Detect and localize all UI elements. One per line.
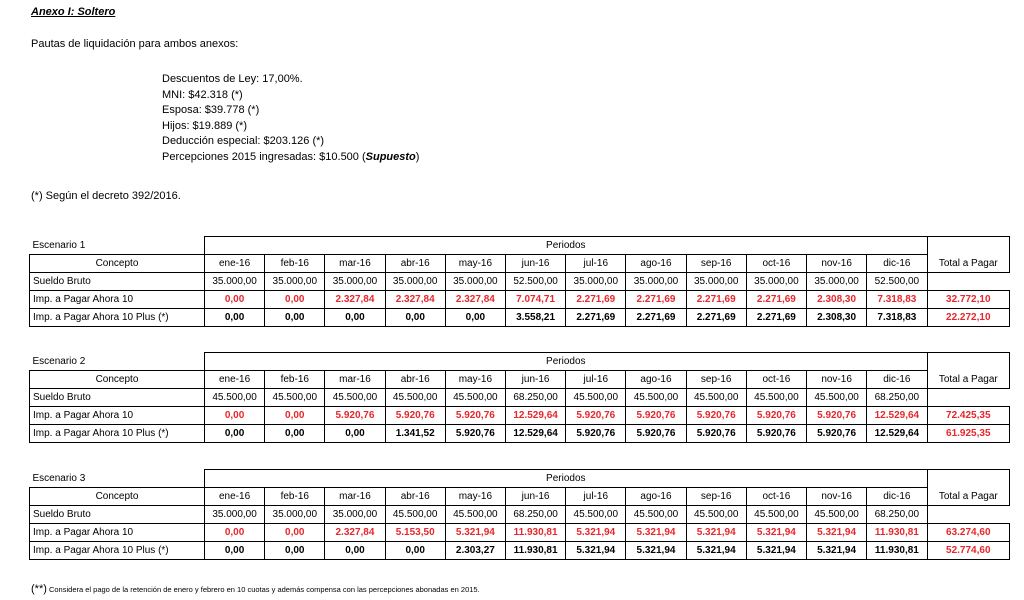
row-label: Imp. a Pagar Ahora 10 <box>30 407 205 425</box>
month-header: jun-16 <box>505 371 565 389</box>
cell-value: 52.500,00 <box>867 273 927 291</box>
cell-value: 45.500,00 <box>325 389 385 407</box>
footnote-mark: (**) <box>31 583 47 595</box>
row-total: 72.425,35 <box>927 407 1009 425</box>
cell-value: 2.308,30 <box>807 291 867 309</box>
month-header: ene-16 <box>204 488 264 506</box>
param-descuentos: Descuentos de Ley: 17,00%. <box>162 73 303 85</box>
cell-value: 35.000,00 <box>325 273 385 291</box>
month-header: sep-16 <box>686 488 746 506</box>
cell-value: 5.321,94 <box>686 542 746 560</box>
total-header: Total a Pagar <box>927 371 1009 389</box>
periods-header: Periodos <box>204 237 927 255</box>
cell-value: 0,00 <box>265 291 325 309</box>
cell-value: 5.321,94 <box>686 524 746 542</box>
cell-value: 0,00 <box>265 542 325 560</box>
table-row <box>30 524 1010 542</box>
cell-value: 12.529,64 <box>505 425 565 443</box>
cell-value: 12.529,64 <box>867 407 927 425</box>
month-header: jul-16 <box>566 488 626 506</box>
cell-value: 2.271,69 <box>626 291 686 309</box>
month-header: ago-16 <box>626 255 686 273</box>
total-header-spacer <box>927 353 1009 371</box>
month-header: feb-16 <box>265 255 325 273</box>
month-header: may-16 <box>445 255 505 273</box>
cell-value: 0,00 <box>204 407 264 425</box>
cell-value: 2.271,69 <box>686 309 746 327</box>
cell-value: 2.327,84 <box>325 524 385 542</box>
row-total: 22.272,10 <box>927 309 1009 327</box>
cell-value: 5.920,76 <box>566 425 626 443</box>
row-total: 32.772,10 <box>927 291 1009 309</box>
parameters-list <box>162 72 419 165</box>
intro-text: Pautas de liquidación para ambos anexos: <box>31 38 239 50</box>
month-header: mar-16 <box>325 371 385 389</box>
concept-header: Concepto <box>30 255 205 273</box>
cell-value: 5.920,76 <box>807 407 867 425</box>
cell-value: 5.920,76 <box>566 407 626 425</box>
month-header: oct-16 <box>746 255 806 273</box>
cell-value: 5.920,76 <box>746 407 806 425</box>
cell-value: 0,00 <box>265 425 325 443</box>
cell-value: 35.000,00 <box>385 273 445 291</box>
cell-value: 11.930,81 <box>505 542 565 560</box>
cell-value: 2.271,69 <box>746 291 806 309</box>
cell-value: 68.250,00 <box>867 506 927 524</box>
cell-value: 5.920,76 <box>686 425 746 443</box>
month-header: ago-16 <box>626 488 686 506</box>
row-label: Sueldo Bruto <box>30 506 205 524</box>
total-header: Total a Pagar <box>927 488 1009 506</box>
cell-value: 2.303,27 <box>445 542 505 560</box>
row-label: Imp. a Pagar Ahora 10 Plus (*) <box>30 542 205 560</box>
cell-value: 0,00 <box>204 425 264 443</box>
cell-value: 5.920,76 <box>385 407 445 425</box>
periods-header: Periodos <box>204 470 927 488</box>
cell-value: 0,00 <box>204 524 264 542</box>
month-header: feb-16 <box>265 488 325 506</box>
cell-value: 35.000,00 <box>445 273 505 291</box>
document-title: Anexo I: Soltero <box>31 6 116 18</box>
cell-value: 11.930,81 <box>505 524 565 542</box>
cell-value: 45.500,00 <box>204 389 264 407</box>
cell-value: 5.321,94 <box>566 542 626 560</box>
row-total: 52.774,60 <box>927 542 1009 560</box>
cell-value: 0,00 <box>204 542 264 560</box>
cell-value: 68.250,00 <box>505 389 565 407</box>
cell-value: 2.327,84 <box>445 291 505 309</box>
cell-value: 7.318,83 <box>867 309 927 327</box>
periods-header: Periodos <box>204 353 927 371</box>
cell-value: 45.500,00 <box>686 389 746 407</box>
cell-value: 35.000,00 <box>626 273 686 291</box>
month-header: dic-16 <box>867 255 927 273</box>
month-header: nov-16 <box>807 255 867 273</box>
cell-value: 7.074,71 <box>505 291 565 309</box>
cell-value: 5.321,94 <box>566 524 626 542</box>
cell-value: 52.500,00 <box>505 273 565 291</box>
month-header: abr-16 <box>385 371 445 389</box>
cell-value: 5.920,76 <box>746 425 806 443</box>
table-row <box>30 309 1010 327</box>
cell-value: 2.271,69 <box>566 291 626 309</box>
cell-value: 45.500,00 <box>385 389 445 407</box>
month-header: ago-16 <box>626 371 686 389</box>
month-header: oct-16 <box>746 371 806 389</box>
table-row <box>30 389 1010 407</box>
cell-value: 5.321,94 <box>626 524 686 542</box>
cell-value: 68.250,00 <box>867 389 927 407</box>
cell-value: 5.153,50 <box>385 524 445 542</box>
table-row <box>30 506 1010 524</box>
param-deduccion: Deducción especial: $203.126 (*) <box>162 135 325 147</box>
cell-value: 5.321,94 <box>746 524 806 542</box>
cell-value: 5.321,94 <box>626 542 686 560</box>
cell-value: 35.000,00 <box>566 273 626 291</box>
cell-value: 45.500,00 <box>265 389 325 407</box>
table-row <box>30 542 1010 560</box>
cell-value: 0,00 <box>325 309 385 327</box>
cell-value: 2.271,69 <box>686 291 746 309</box>
scenario-table <box>29 352 1010 443</box>
cell-value: 45.500,00 <box>445 506 505 524</box>
param-hijos: Hijos: $19.889 (*) <box>162 119 247 132</box>
month-header: may-16 <box>445 371 505 389</box>
decree-note: (*) Según el decreto 392/2016. <box>31 190 181 202</box>
cell-value: 5.920,76 <box>686 407 746 425</box>
month-header: may-16 <box>445 488 505 506</box>
cell-value: 45.500,00 <box>626 389 686 407</box>
month-header: oct-16 <box>746 488 806 506</box>
row-label: Imp. a Pagar Ahora 10 <box>30 524 205 542</box>
month-header: abr-16 <box>385 488 445 506</box>
row-total <box>927 273 1009 291</box>
cell-value: 5.920,76 <box>445 407 505 425</box>
concept-header: Concepto <box>30 371 205 389</box>
month-header: feb-16 <box>265 371 325 389</box>
cell-value: 35.000,00 <box>746 273 806 291</box>
cell-value: 35.000,00 <box>204 273 264 291</box>
cell-value: 12.529,64 <box>867 425 927 443</box>
cell-value: 0,00 <box>265 309 325 327</box>
cell-value: 2.327,84 <box>325 291 385 309</box>
cell-value: 0,00 <box>325 425 385 443</box>
param-percepciones-suffix: ) <box>415 150 420 163</box>
month-header: ene-16 <box>204 371 264 389</box>
cell-value: 45.500,00 <box>566 389 626 407</box>
table-row <box>30 273 1010 291</box>
scenario-table <box>29 236 1010 327</box>
cell-value: 35.000,00 <box>325 506 385 524</box>
cell-value: 45.500,00 <box>746 389 806 407</box>
cell-value: 7.318,83 <box>867 291 927 309</box>
table-row <box>30 291 1010 309</box>
total-header: Total a Pagar <box>927 255 1009 273</box>
cell-value: 45.500,00 <box>746 506 806 524</box>
cell-value: 35.000,00 <box>686 273 746 291</box>
cell-value: 68.250,00 <box>505 506 565 524</box>
cell-value: 0,00 <box>385 542 445 560</box>
scenario-table <box>29 469 1010 560</box>
cell-value: 0,00 <box>385 309 445 327</box>
row-total: 63.274,60 <box>927 524 1009 542</box>
row-total <box>927 389 1009 407</box>
cell-value: 45.500,00 <box>445 389 505 407</box>
row-label: Sueldo Bruto <box>30 273 205 291</box>
month-header: jul-16 <box>566 371 626 389</box>
cell-value: 45.500,00 <box>566 506 626 524</box>
cell-value: 35.000,00 <box>265 273 325 291</box>
month-header: mar-16 <box>325 488 385 506</box>
cell-value: 3.558,21 <box>505 309 565 327</box>
cell-value: 11.930,81 <box>867 542 927 560</box>
scenario-name: Escenario 1 <box>30 237 205 255</box>
total-header-spacer <box>927 470 1009 488</box>
cell-value: 2.308,30 <box>807 309 867 327</box>
row-label: Sueldo Bruto <box>30 389 205 407</box>
month-header: jul-16 <box>566 255 626 273</box>
month-header: mar-16 <box>325 255 385 273</box>
param-percepciones <box>162 150 419 166</box>
month-header: nov-16 <box>807 371 867 389</box>
month-header: sep-16 <box>686 371 746 389</box>
cell-value: 5.920,76 <box>626 407 686 425</box>
cell-value: 12.529,64 <box>505 407 565 425</box>
cell-value: 2.327,84 <box>385 291 445 309</box>
cell-value: 35.000,00 <box>807 273 867 291</box>
row-label: Imp. a Pagar Ahora 10 <box>30 291 205 309</box>
cell-value: 45.500,00 <box>686 506 746 524</box>
cell-value: 45.500,00 <box>385 506 445 524</box>
cell-value: 2.271,69 <box>626 309 686 327</box>
month-header: sep-16 <box>686 255 746 273</box>
row-total <box>927 506 1009 524</box>
param-esposa: Esposa: $39.778 (*) <box>162 104 260 116</box>
concept-header: Concepto <box>30 488 205 506</box>
cell-value: 2.271,69 <box>566 309 626 327</box>
footnote <box>31 583 480 595</box>
row-label: Imp. a Pagar Ahora 10 Plus (*) <box>30 309 205 327</box>
row-total: 61.925,35 <box>927 425 1009 443</box>
cell-value: 0,00 <box>204 309 264 327</box>
cell-value: 45.500,00 <box>626 506 686 524</box>
cell-value: 45.500,00 <box>807 389 867 407</box>
month-header: jun-16 <box>505 488 565 506</box>
cell-value: 5.920,76 <box>626 425 686 443</box>
cell-value: 0,00 <box>265 524 325 542</box>
cell-value: 2.271,69 <box>746 309 806 327</box>
cell-value: 0,00 <box>445 309 505 327</box>
month-header: nov-16 <box>807 488 867 506</box>
cell-value: 0,00 <box>204 291 264 309</box>
month-header: jun-16 <box>505 255 565 273</box>
cell-value: 5.920,76 <box>325 407 385 425</box>
month-header: dic-16 <box>867 488 927 506</box>
table-row <box>30 407 1010 425</box>
month-header: abr-16 <box>385 255 445 273</box>
table-row <box>30 425 1010 443</box>
cell-value: 0,00 <box>325 542 385 560</box>
cell-value: 45.500,00 <box>807 506 867 524</box>
footnote-text: Considera el pago de la retención de enero y febrero en 10 cuotas y además compensa con las percepciones abonadas en 2015. <box>46 585 480 594</box>
param-percepciones-emph: Supuesto <box>365 150 416 163</box>
cell-value: 0,00 <box>265 407 325 425</box>
cell-value: 5.321,94 <box>807 542 867 560</box>
cell-value: 5.321,94 <box>746 542 806 560</box>
cell-value: 5.321,94 <box>807 524 867 542</box>
cell-value: 35.000,00 <box>204 506 264 524</box>
total-header-spacer <box>927 237 1009 255</box>
scenario-name: Escenario 3 <box>30 470 205 488</box>
cell-value: 5.920,76 <box>807 425 867 443</box>
month-header: dic-16 <box>867 371 927 389</box>
cell-value: 5.321,94 <box>445 524 505 542</box>
scenario-name: Escenario 2 <box>30 353 205 371</box>
month-header: ene-16 <box>204 255 264 273</box>
cell-value: 35.000,00 <box>265 506 325 524</box>
cell-value: 5.920,76 <box>445 425 505 443</box>
cell-value: 11.930,81 <box>867 524 927 542</box>
cell-value: 1.341,52 <box>385 425 445 443</box>
row-label: Imp. a Pagar Ahora 10 Plus (*) <box>30 425 205 443</box>
param-percepciones-prefix: Percepciones 2015 ingresadas: $10.500 ( <box>162 150 366 163</box>
param-mni: MNI: $42.318 (*) <box>162 88 243 101</box>
